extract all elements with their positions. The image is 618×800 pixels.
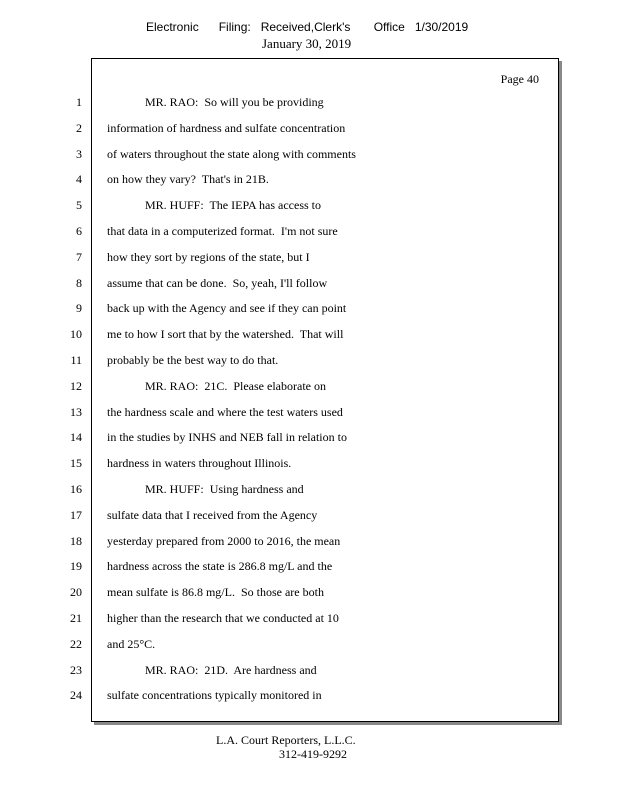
transcript-line: hardness across the state is 286.8 mg/L and the bbox=[107, 559, 333, 574]
line-number: 15 bbox=[70, 456, 82, 471]
transcript-line: in the studies by INHS and NEB fall in relation to bbox=[107, 430, 347, 445]
line-number: 12 bbox=[70, 378, 82, 393]
line-number: 24 bbox=[70, 688, 82, 703]
transcript-line: me to how I sort that by the watershed. That will bbox=[107, 327, 344, 342]
line-number: 18 bbox=[70, 533, 82, 548]
line-number: 3 bbox=[76, 146, 82, 161]
line-number: 8 bbox=[76, 275, 82, 290]
transcript-line: sulfate data that I received from the Agency bbox=[107, 507, 318, 522]
line-number: 16 bbox=[70, 481, 82, 496]
transcript-line: back up with the Agency and see if they can point bbox=[107, 301, 347, 316]
transcript-line: MR. HUFF: Using hardness and bbox=[145, 481, 304, 496]
transcript-line: MR. RAO: So will you be providing bbox=[145, 95, 324, 109]
transcript-line: probably be the best way to do that. bbox=[107, 352, 279, 367]
transcript-line: information of hardness and sulfate concentration bbox=[107, 120, 346, 135]
line-number: 4 bbox=[76, 172, 82, 187]
line-number: 20 bbox=[70, 585, 82, 600]
line-number: 17 bbox=[70, 507, 82, 522]
line-number: 5 bbox=[76, 198, 82, 213]
line-number: 19 bbox=[70, 559, 82, 574]
line-number: 14 bbox=[70, 430, 82, 445]
line-number: 6 bbox=[76, 223, 82, 238]
line-number: 13 bbox=[70, 404, 82, 419]
filing-date: January 30, 2019 bbox=[262, 36, 352, 51]
transcript-line: sulfate concentrations typically monitored in bbox=[107, 688, 322, 703]
reporter-phone: 312-419-9292 bbox=[279, 747, 347, 761]
transcript-text bbox=[107, 94, 547, 713]
transcript-line: of waters throughout the state along with comments bbox=[107, 146, 356, 161]
transcript-line: and 25°C. bbox=[107, 636, 156, 651]
line-number: 23 bbox=[70, 662, 82, 677]
transcript-line: the hardness scale and where the test waters used bbox=[107, 404, 343, 419]
line-number: 10 bbox=[70, 327, 82, 342]
page-number: Page 40 bbox=[500, 72, 539, 86]
transcript-line: MR. RAO: 21C. Please elaborate on bbox=[145, 378, 326, 393]
transcript-line: mean sulfate is 86.8 mg/L. So those are both bbox=[107, 585, 324, 600]
filing-stamp-header bbox=[0, 20, 618, 62]
transcript-line: on how they vary? That's in 21B. bbox=[107, 172, 269, 187]
line-number: 7 bbox=[76, 249, 82, 264]
transcript-line: MR. RAO: 21D. Are hardness and bbox=[145, 662, 317, 677]
line-number: 21 bbox=[70, 610, 82, 625]
line-number: 9 bbox=[76, 301, 82, 316]
line-number-column bbox=[0, 94, 84, 713]
transcript-line: assume that can be done. So, yeah, I'll follow bbox=[107, 275, 328, 290]
transcript-line: MR. HUFF: The IEPA has access to bbox=[145, 198, 322, 213]
transcript-line: yesterday prepared from 2000 to 2016, the mean bbox=[107, 533, 341, 548]
transcript-line: how they sort by regions of the state, but I bbox=[107, 249, 310, 264]
line-number: 22 bbox=[70, 636, 82, 651]
transcript-line: higher than the research that we conducted at 10 bbox=[107, 610, 339, 625]
transcript-line: hardness in waters throughout Illinois. bbox=[107, 456, 292, 471]
line-number: 2 bbox=[76, 120, 82, 135]
transcript-line: that data in a computerized format. I'm not sure bbox=[107, 223, 338, 238]
line-number: 11 bbox=[70, 352, 82, 367]
reporter-company: L.A. Court Reporters, L.L.C. bbox=[216, 733, 356, 747]
filing-stamp-line: Electronic Filing: Received,Clerk's Office 1/30/2019 bbox=[146, 20, 469, 34]
line-number: 1 bbox=[76, 95, 82, 109]
